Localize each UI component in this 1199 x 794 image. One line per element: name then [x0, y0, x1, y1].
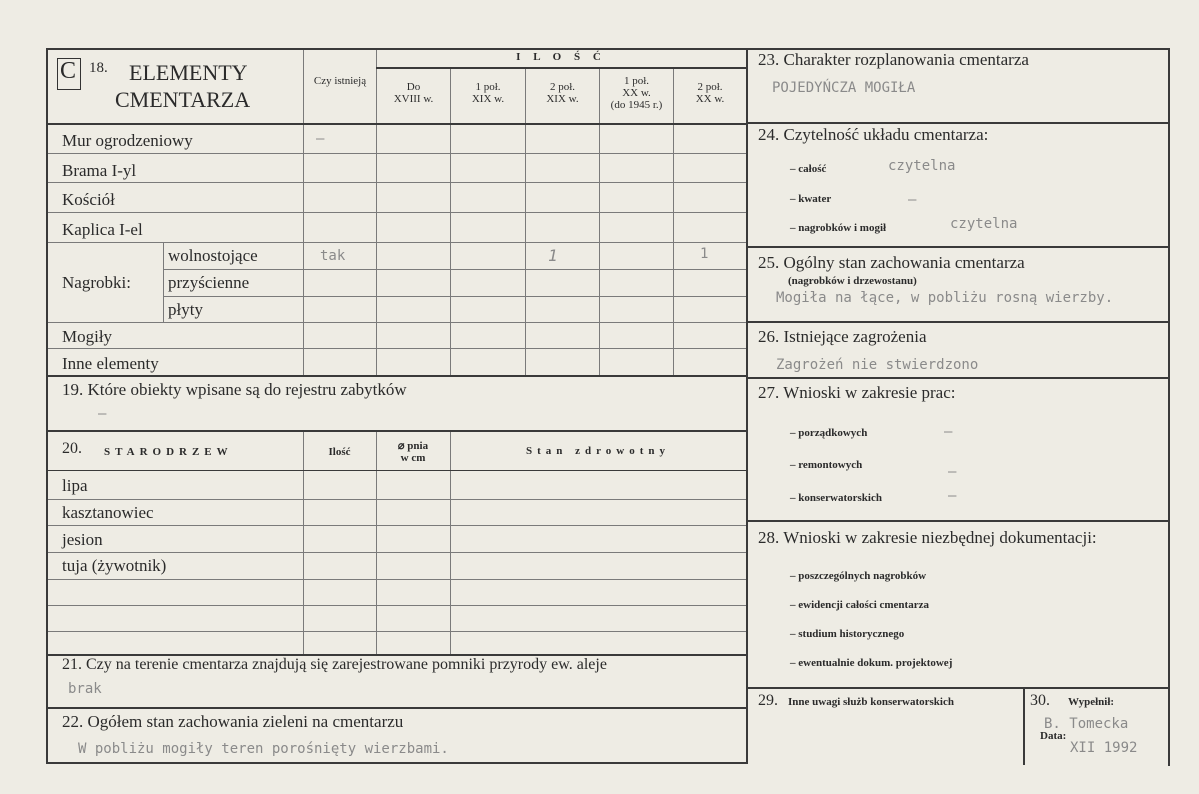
period-2-l2: XIX w. — [471, 93, 505, 105]
s23-value: POJEDYŃCZA MOGIŁA — [772, 80, 916, 96]
tree-1: lipa — [62, 476, 88, 495]
period-4-l1: 1 poł. — [623, 75, 650, 87]
s28-label: 28. Wnioski w zakresie niezbędnej dokumentacji: — [758, 528, 1097, 547]
ilosc-header: I L O Ś Ć — [516, 51, 606, 63]
tree-4: tuja (żywotnik) — [62, 556, 167, 575]
section18-title-line2: CMENTARZA — [115, 87, 251, 112]
s30-data-label: Data: — [1040, 730, 1067, 742]
s24-label: 24. Czytelność układu cmentarza: — [758, 125, 989, 144]
row-wolnostojace: wolnostojące — [168, 246, 258, 265]
section19-label: 19. Które obiekty wpisane są do rejestru zabytków — [62, 380, 407, 399]
wolnostojace-1pol-xix-value: 1 — [548, 246, 558, 265]
col-pnia-l1: ⌀ pnia — [397, 440, 429, 452]
wolnostojace-2pol-xx-value: 1 — [700, 246, 709, 262]
row-nagrobki: Nagrobki: — [62, 273, 131, 292]
s25-sub: (nagrobków i drzewostanu) — [788, 275, 917, 287]
section21-label: 21. Czy na terenie cmentarza znajdują się zarejestrowane pomniki przyrody ew. aleje — [62, 656, 607, 673]
s27-label: 27. Wnioski w zakresie prac: — [758, 383, 956, 402]
col-ilosc: Ilość — [328, 446, 351, 458]
period-3-l2: XIX w. — [546, 93, 579, 105]
col-exists-header: Czy istnieją — [313, 75, 367, 87]
tree-2: kasztanowiec — [62, 503, 154, 522]
s30-number: 30. — [1030, 692, 1050, 709]
mur-exists-value: – — [316, 131, 325, 147]
s25-value: Mogiła na łące, w pobliżu rosną wierzby. — [776, 290, 1114, 306]
section18-number: 18. — [89, 60, 108, 76]
row-mur: Mur ogrodzeniowy — [62, 131, 193, 150]
s23-label: 23. Charakter rozplanowania cmentarza — [758, 50, 1029, 69]
period-5-l2: XX w. — [695, 93, 725, 105]
s24-nagrobkow-value: czytelna — [950, 216, 1018, 232]
s25-label: 25. Ogólny stan zachowania cmentarza — [758, 253, 1025, 272]
tree-3: jesion — [62, 530, 103, 549]
s27-item-3-value: – — [948, 488, 957, 504]
row-kaplica: Kaplica I-el — [62, 220, 143, 239]
s28-item-1: – poszczególnych nagrobków — [790, 570, 927, 582]
period-1-l2: XVIII w. — [393, 93, 434, 105]
row-plyty: płyty — [168, 300, 203, 319]
period-1-l1: Do — [406, 81, 421, 93]
section18-title-line1: ELEMENTY — [129, 60, 248, 85]
period-3-l1: 2 poł. — [549, 81, 576, 93]
s24-calosc-value: czytelna — [888, 158, 956, 174]
period-4-l3: (do 1945 r.) — [610, 99, 663, 111]
s27-item-1: – porządkowych — [790, 427, 868, 439]
section22-label: 22. Ogółem stan zachowania zieleni na cmentarzu — [62, 712, 404, 731]
s26-label: 26. Istniejące zagrożenia — [758, 327, 927, 346]
s29-label: Inne uwagi służb konserwatorskich — [788, 696, 954, 708]
s26-value: Zagrożeń nie stwierdzono — [776, 357, 979, 373]
row-przyscienne: przyścienne — [168, 273, 250, 292]
row-inne: Inne elementy — [62, 354, 159, 373]
s24-kwater: – kwater — [790, 193, 832, 205]
section22-value: W pobliżu mogiły teren porośnięty wierzbami. — [78, 741, 449, 757]
period-5-l1: 2 poł. — [697, 81, 723, 93]
s28-item-3: – studium historycznego — [790, 628, 905, 640]
col-pnia-l2: w cm — [400, 452, 426, 464]
form-code: C — [60, 58, 77, 84]
s29-number: 29. — [758, 692, 778, 709]
s24-nagrobkow: – nagrobków i mogił — [790, 222, 887, 234]
s27-item-1-value: – — [944, 424, 953, 440]
row-kosciol: Kościół — [62, 190, 115, 209]
s28-item-4: – ewentualnie dokum. projektowej — [790, 657, 953, 669]
section21-value: brak — [68, 681, 102, 697]
row-mogily: Mogiły — [62, 327, 113, 346]
s28-item-2: – ewidencji całości cmentarza — [790, 599, 929, 611]
col-stan: Stan zdrowotny — [525, 445, 671, 457]
s24-calosc: – całość — [790, 163, 827, 175]
section19-value: – — [98, 406, 107, 422]
s30-date: XII 1992 — [1070, 740, 1138, 756]
period-2-l1: 1 poł. — [475, 81, 501, 93]
section20-header: STARODRZEW — [104, 446, 233, 458]
s30-wypelnil: Wypełnił: — [1068, 696, 1115, 708]
section20-number: 20. — [62, 440, 82, 457]
period-4-l2: XX w. — [622, 87, 651, 99]
s27-item-3: – konserwatorskich — [790, 492, 882, 504]
wolnostojace-exists-value: tak — [320, 248, 346, 264]
s30-name: B. Tomecka — [1044, 716, 1129, 732]
row-brama: Brama I-yl — [62, 161, 137, 180]
s24-kwater-value: – — [908, 192, 917, 208]
s27-item-2: – remontowych — [790, 459, 863, 471]
s27-item-2-value: – — [948, 464, 957, 480]
